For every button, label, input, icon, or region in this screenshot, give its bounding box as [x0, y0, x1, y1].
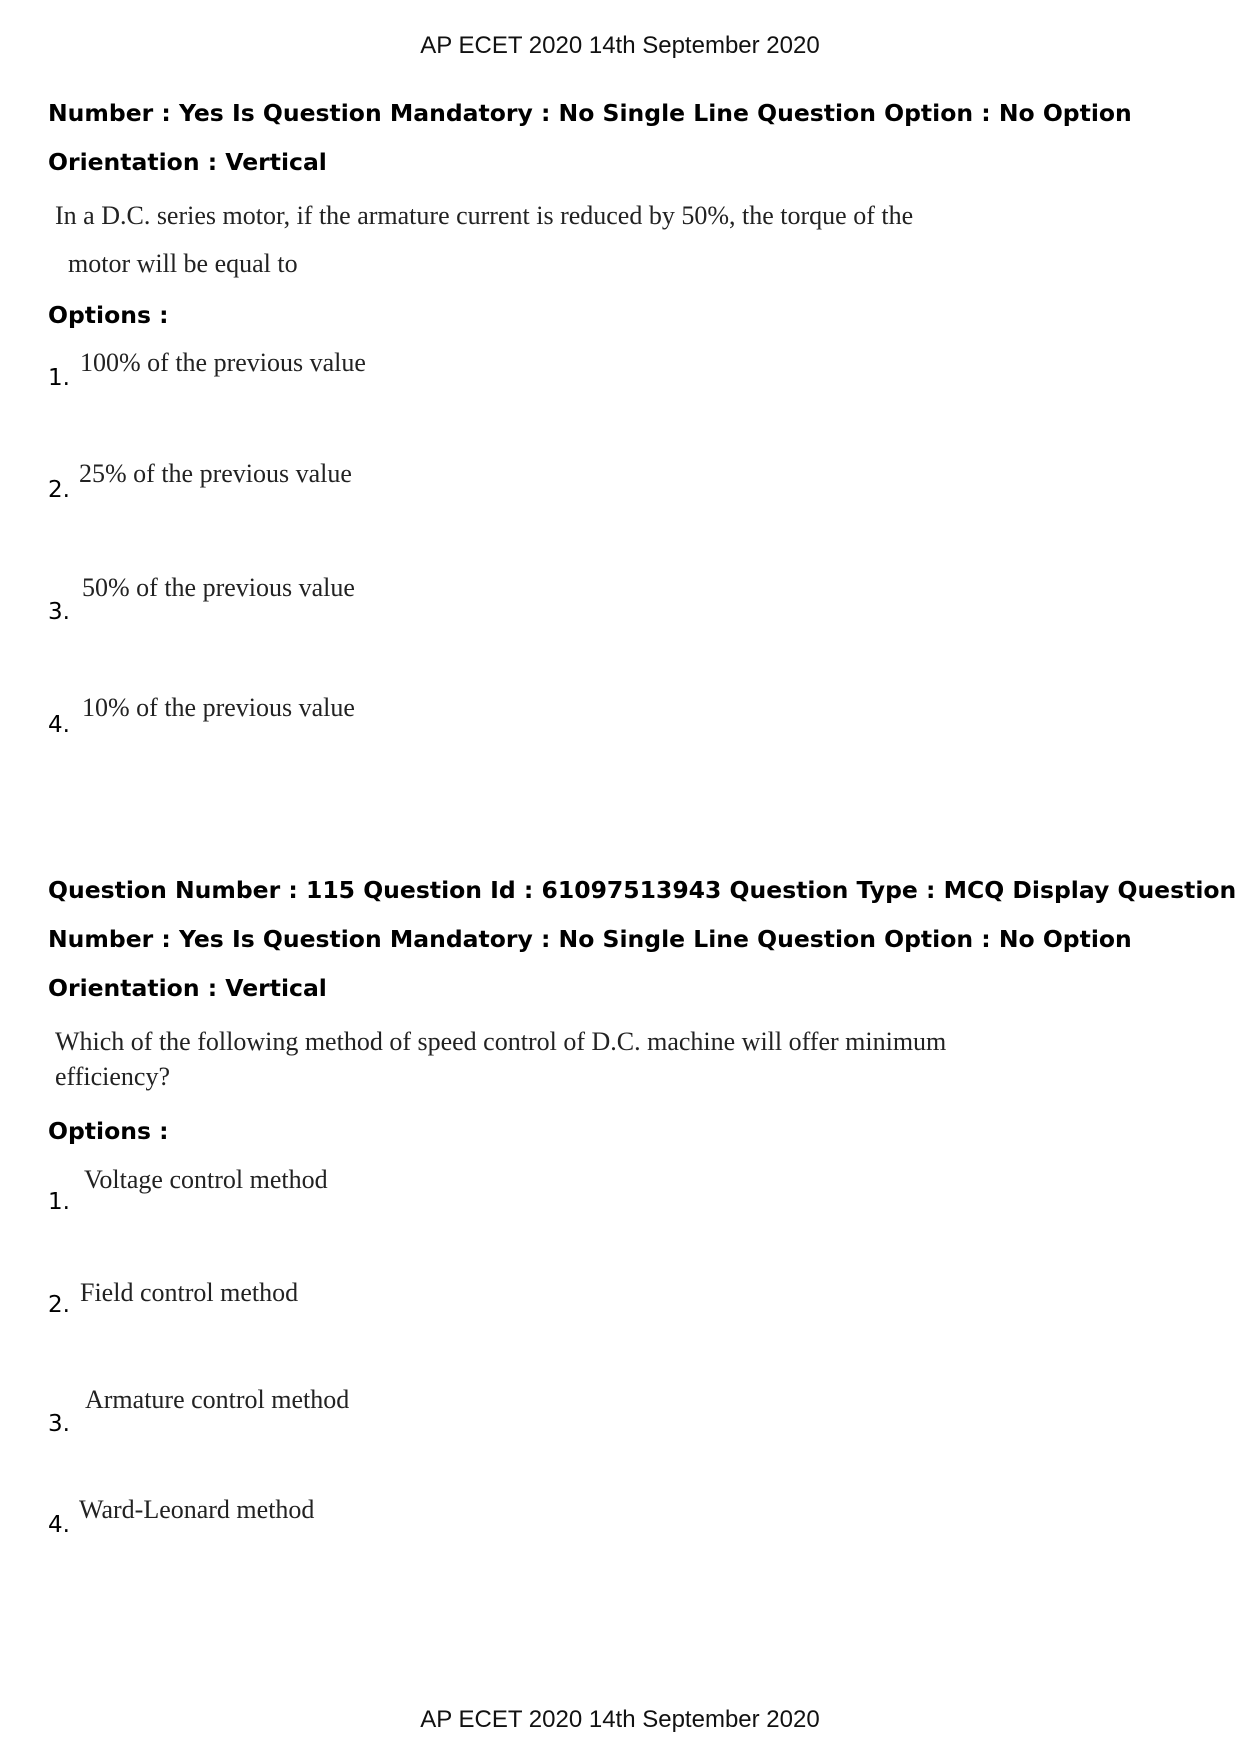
option-number: 3.: [48, 599, 70, 625]
option-number: 2.: [48, 477, 70, 503]
option-number: 1.: [48, 365, 70, 391]
option-text: 25% of the previous value: [79, 459, 352, 488]
question-meta-line: Question Number : 115 Question Id : 61097513943 Question Type : MCQ Display Question: [48, 876, 1237, 904]
option-number: 4.: [48, 712, 70, 738]
question-text-line: efficiency?: [55, 1062, 170, 1091]
option-number: 4.: [48, 1512, 70, 1538]
option-text: Field control method: [80, 1278, 299, 1307]
question-text-line: motor will be equal to: [68, 249, 298, 278]
page-header: AP ECET 2020 14th September 2020: [420, 32, 820, 59]
option-text: 100% of the previous value: [80, 348, 366, 377]
option-number: 3.: [48, 1411, 70, 1437]
question-text-line: In a D.C. series motor, if the armature current is reduced by 50%, the torque of the: [55, 201, 914, 230]
question-meta-line: Number : Yes Is Question Mandatory : No Single Line Question Option : No Option: [48, 99, 1132, 127]
options-label: Options :: [48, 301, 169, 329]
option-text: Armature control method: [85, 1385, 350, 1414]
option-number: 2.: [48, 1292, 70, 1318]
question-orientation: Orientation : Vertical: [48, 148, 327, 176]
question-meta-line: Number : Yes Is Question Mandatory : No Single Line Question Option : No Option: [48, 925, 1132, 953]
option-text: Voltage control method: [84, 1165, 328, 1194]
option-text: 50% of the previous value: [82, 573, 355, 602]
option-text: 10% of the previous value: [82, 693, 355, 722]
option-text: Ward-Leonard method: [79, 1495, 315, 1524]
page-footer: AP ECET 2020 14th September 2020: [420, 1706, 820, 1733]
options-label: Options :: [48, 1117, 169, 1145]
option-number: 1.: [48, 1189, 70, 1215]
question-orientation: Orientation : Vertical: [48, 974, 327, 1002]
question-text-line: Which of the following method of speed control of D.C. machine will offer minimum: [55, 1027, 947, 1056]
